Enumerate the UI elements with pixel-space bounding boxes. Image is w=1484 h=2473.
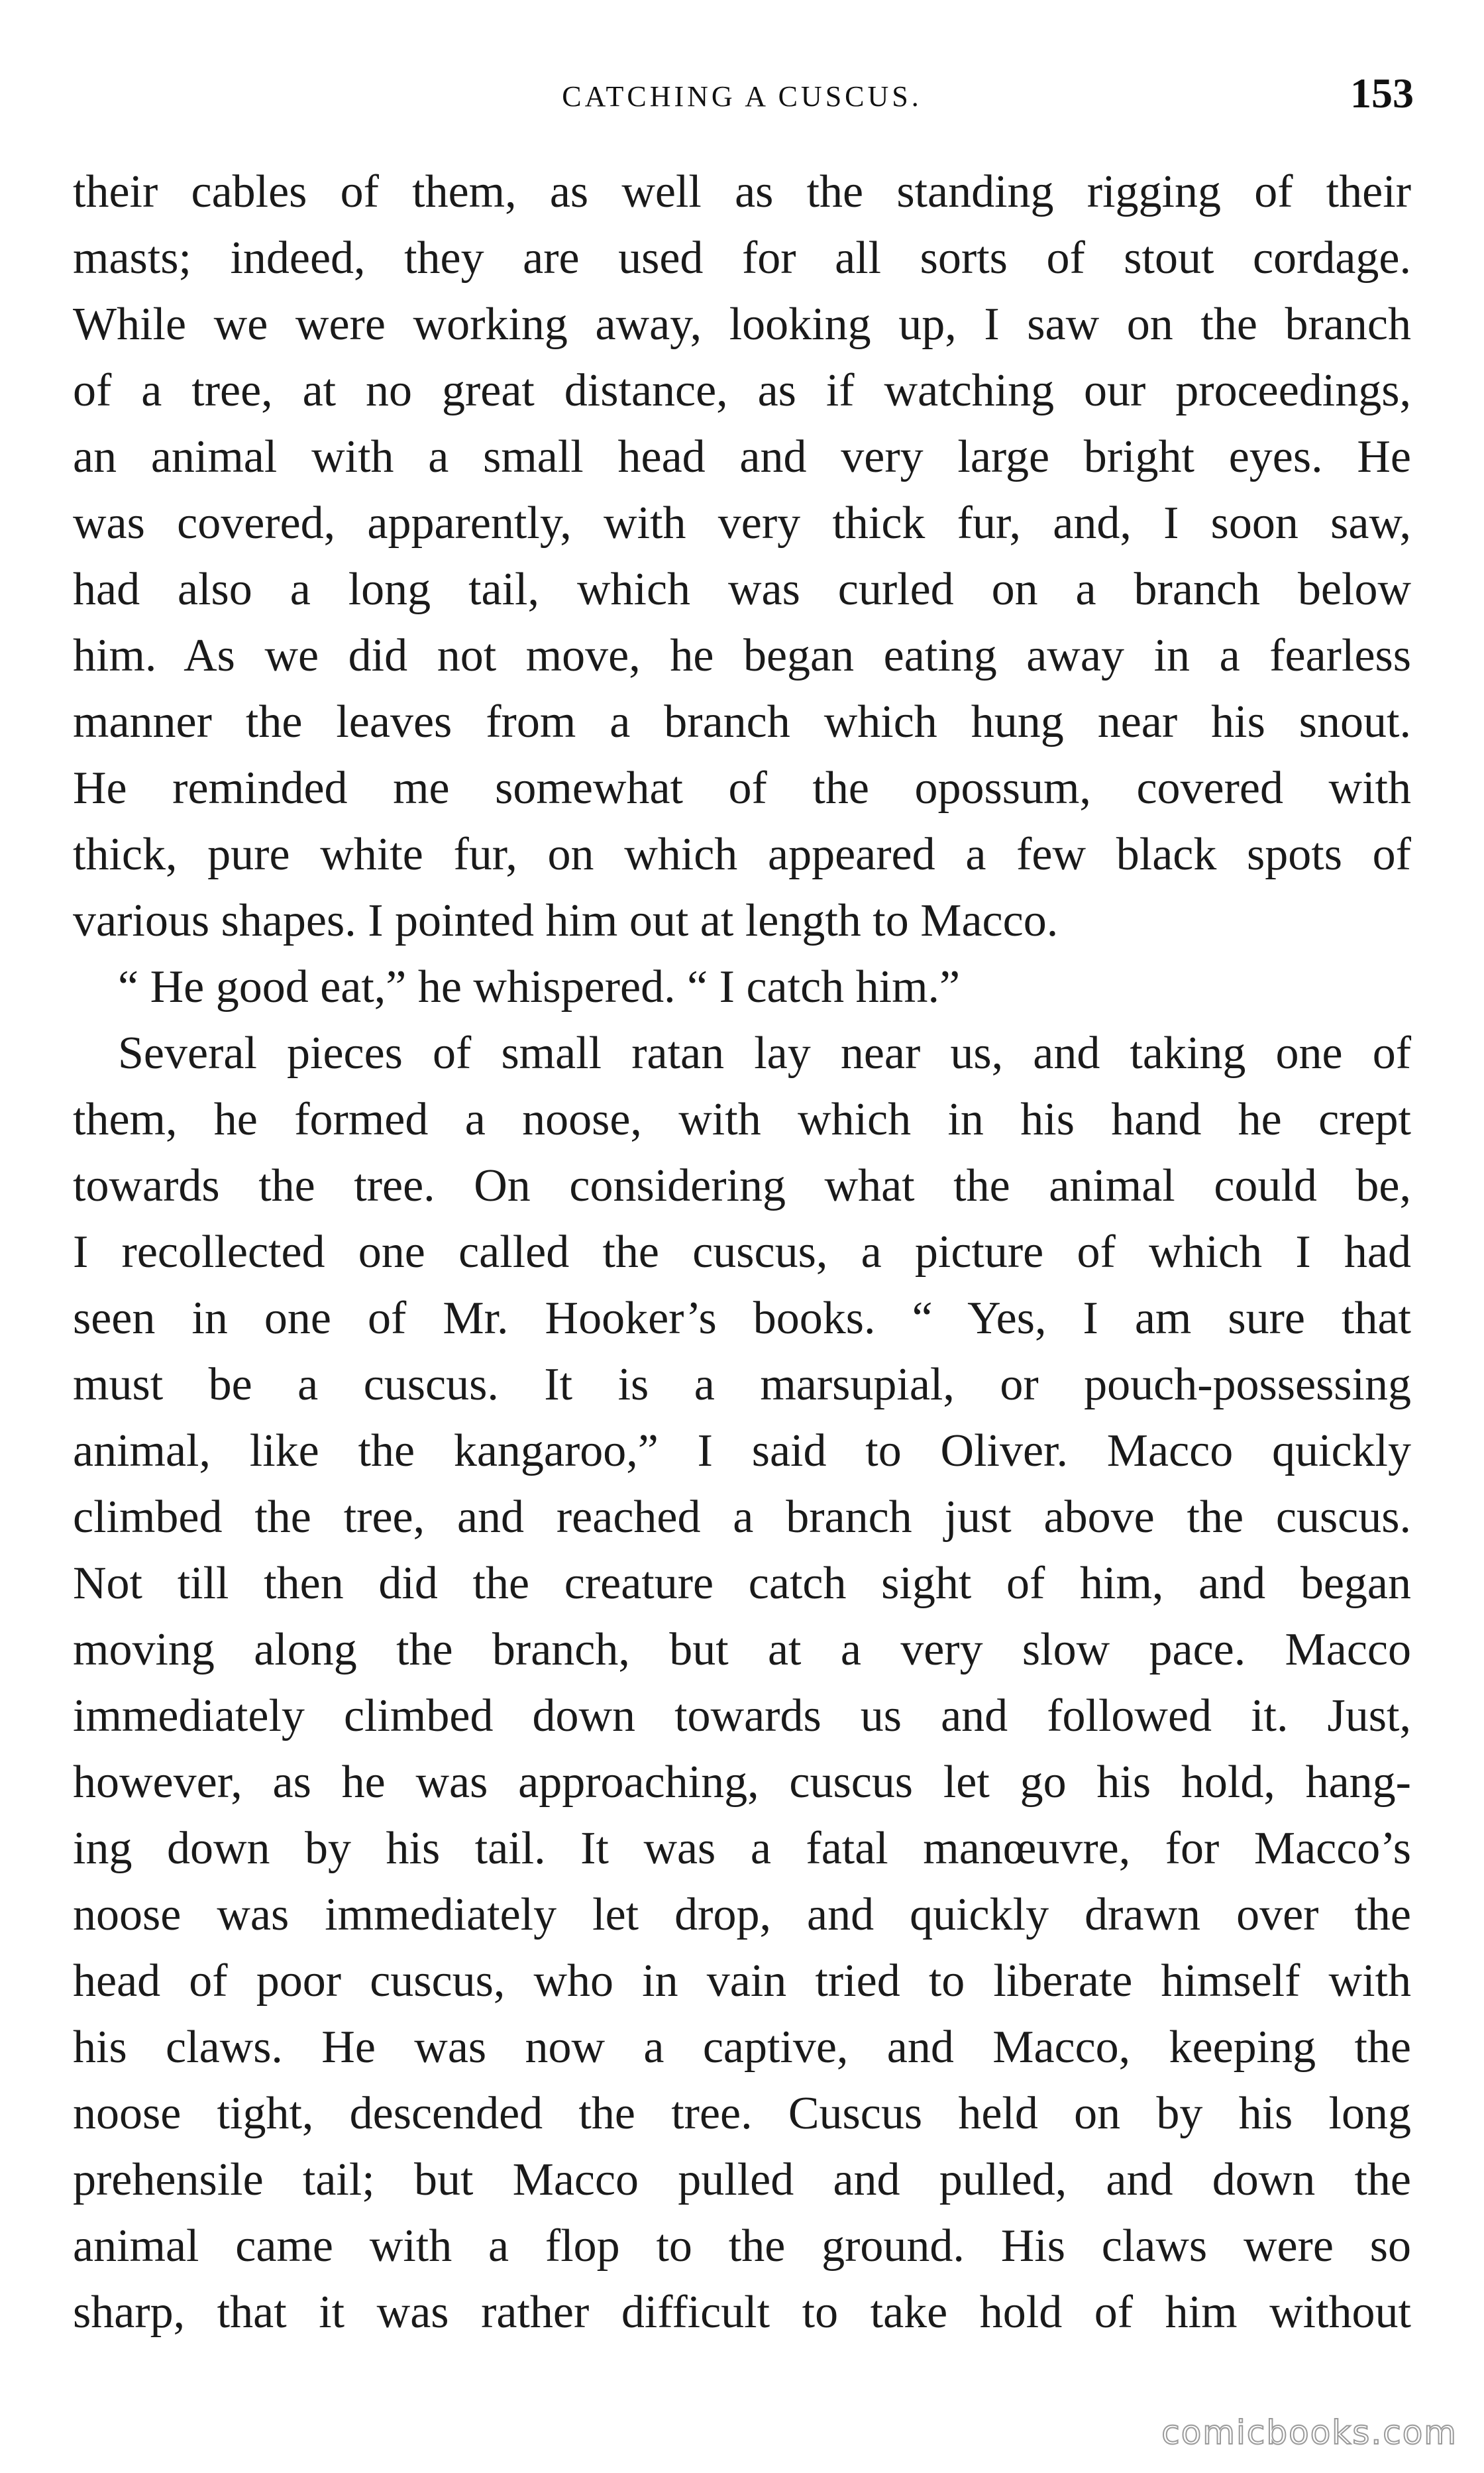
text-line: sharp, that it was rather difficult to take hold of him without: [73, 2287, 1411, 2338]
watermark: comicbooks.com: [1161, 2413, 1458, 2452]
text-line: an animal with a small head and very large bright eyes. He: [73, 431, 1411, 482]
text-line: head of poor cuscus, who in vain tried to liberate himself with: [73, 1955, 1411, 2006]
page-number: 153: [1350, 70, 1414, 117]
text-line: of a tree, at no great distance, as if watching our proceedings,: [73, 365, 1411, 416]
text-line: was covered, apparently, with very thick fur, and, I soon saw,: [73, 498, 1411, 549]
text-line: manner the leaves from a branch which hung near his snout.: [73, 696, 1411, 747]
paragraph-start-line: Several pieces of small ratan lay near us, and taking one of: [118, 1028, 1411, 1079]
text-line: animal came with a flop to the ground. His claws were so: [73, 2221, 1411, 2272]
text-line: their cables of them, as well as the standing rigging of their: [73, 166, 1411, 217]
text-line: moving along the branch, but at a very slow pace. Macco: [73, 1624, 1411, 1675]
page-header: [0, 61, 1484, 121]
text-line: however, as he was approaching, cuscus let go his hold, hang-: [73, 1757, 1411, 1808]
text-line: towards the tree. On considering what the animal could be,: [73, 1160, 1411, 1211]
text-line: While we were working away, looking up, I saw on the branch: [73, 299, 1411, 350]
text-line: had also a long tail, which was curled on a branch below: [73, 564, 1411, 615]
dialogue-line: “ He good eat,” he whispered. “ I catch him.”: [118, 962, 961, 1013]
text-line: He reminded me somewhat of the opossum, covered with: [73, 763, 1411, 814]
text-line: them, he formed a noose, with which in his hand he crept: [73, 1094, 1411, 1145]
running-title: CATCHING A CUSCUS.: [562, 80, 922, 113]
text-line: his claws. He was now a captive, and Macco, keeping the: [73, 2022, 1411, 2073]
text-line: noose was immediately let drop, and quickly drawn over the: [73, 1889, 1411, 1940]
text-line: seen in one of Mr. Hooker’s books. “ Yes, I am sure that: [73, 1293, 1411, 1344]
text-line: noose tight, descended the tree. Cuscus held on by his long: [73, 2088, 1411, 2139]
text-line: must be a cuscus. It is a marsupial, or pouch-possessing: [73, 1359, 1411, 1410]
text-line: masts; indeed, they are used for all sorts of stout cordage.: [73, 233, 1411, 284]
text-line: I recollected one called the cuscus, a picture of which I had: [73, 1227, 1411, 1278]
text-line: immediately climbed down towards us and followed it. Just,: [73, 1690, 1411, 1741]
text-line: prehensile tail; but Macco pulled and pulled, and down the: [73, 2154, 1411, 2205]
text-line: Not till then did the creature catch sight of him, and began: [73, 1558, 1411, 1609]
text-line: animal, like the kangaroo,” I said to Oliver. Macco quickly: [73, 1425, 1411, 1476]
text-line: climbed the tree, and reached a branch just above the cuscus.: [73, 1492, 1411, 1543]
text-line: ing down by his tail. It was a fatal manœuvre, for Macco’s: [73, 1823, 1411, 1874]
text-line: various shapes. I pointed him out at length to Macco.: [73, 895, 1059, 946]
text-line: him. As we did not move, he began eating away in a fearless: [73, 630, 1411, 681]
text-line: thick, pure white fur, on which appeared a few black spots of: [73, 829, 1411, 880]
